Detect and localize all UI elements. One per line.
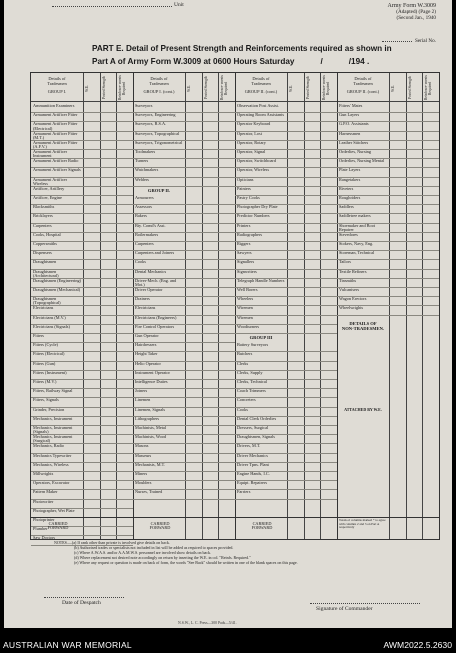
form-title-line2: Part A of Army Form W.3009 at 0600 Hours Saturday / /194 . [92, 57, 370, 66]
table-row-label: Operator, Switchboard [237, 159, 276, 164]
table-row-label: Rangetakers [339, 177, 361, 182]
table-row-label: Operator Keyboard [237, 122, 271, 127]
table-row-label: Photographer Dry Plate [237, 205, 278, 210]
table-row-label: Shoemaker and Boot Repairer [339, 223, 376, 232]
table-row-label: Helio Operator [135, 361, 161, 366]
table-row-label: Draughtsmen (Engineering) [33, 278, 82, 283]
column-header: Posted Strength [203, 76, 208, 100]
table-row-label: Draughtsmen (Architectural) [33, 269, 59, 278]
details-header: Details of Tradesmen GROUP II. (cont.) [235, 73, 287, 104]
table-row-label: Draughtsmen (Mechanical) [33, 288, 81, 292]
table-row-label: Fitters, Signals [33, 398, 59, 403]
table-row-label: Assessors [135, 205, 152, 210]
table-row-label: Armament Artificer Fitter (M.T.) [33, 131, 78, 140]
table-row-label: Storeman, Technical [339, 251, 375, 256]
table-row-label: Dental Mechanics [135, 269, 167, 274]
form-page [4, 0, 452, 628]
group-header: GROUP II. (cont.) [244, 89, 278, 94]
table-row-label: Photoprinter [33, 518, 55, 522]
table-row-label: Turners [135, 159, 149, 164]
table-row-label: Operating Room Assistants [237, 113, 285, 118]
table-row-label: Tailors [339, 260, 351, 265]
table-row-label: Painters [237, 186, 251, 191]
form-title-line1: PART E. Detail of Present Strength and Reinforcements required as shown in [92, 44, 392, 53]
table-row-label: Wheelers [237, 297, 254, 302]
table-row-label: Driver-Mech. (Eng. and Mot.) [135, 278, 177, 287]
group-header: GROUP II. (cont.) [346, 89, 380, 94]
table-row-label: Electricians [33, 306, 54, 311]
table-row-label: Machinists, Wood [135, 435, 167, 440]
table-row-label: Dressers, Surgical [237, 426, 269, 430]
group-header: GROUP I. [47, 89, 67, 94]
group-title: GROUP III [249, 335, 273, 340]
table-row-label: Carpenters [33, 223, 52, 228]
table-row-label: Textile Refiners [339, 269, 367, 274]
table-row-label: Cooks [135, 260, 146, 265]
table-row-label: Cooks [237, 407, 248, 412]
column-header: Reinforce- ments Required [322, 75, 331, 101]
table-row-label: Nurses, Trained [135, 490, 163, 495]
table-row-label: Signallers [237, 260, 255, 265]
table-row-label: Masons [135, 444, 149, 449]
table-row-label: Signwriters [237, 269, 257, 274]
attached-label: ATTACHED BY W.E. [344, 406, 382, 412]
table-row-label: Electricians (Engineers) [135, 315, 177, 320]
table-row-label: Radiographers [237, 232, 263, 237]
table-row-label: Operators, Excavator [33, 481, 70, 486]
table-row-label: Armament Artificer Wireless [33, 177, 68, 186]
table-row-label: Saddletree makers [339, 214, 371, 219]
table-row-label: Welders [135, 177, 149, 182]
table-row-label: Bty. Comd's Asst. [135, 223, 166, 228]
table-row-label: Driver Tpns. Plant [237, 462, 269, 467]
column-header: Reinforce- ments Required [220, 75, 229, 101]
table-row-label: Equipt. Repairers [237, 481, 268, 486]
table-row-label: Dental Clerk Orderlies [237, 416, 277, 421]
table-row-label: Surveyors [135, 104, 153, 108]
table-row-label: Woodturners [237, 324, 260, 329]
table-row-label: Plate Layers [339, 168, 361, 173]
table-row-label: Artificer, Engine [33, 196, 62, 200]
table-row-label: Driver Operator [135, 288, 163, 292]
table-row-label: Driver Mechanics [237, 453, 268, 458]
table-row-label: Fire Control Operators [135, 324, 175, 329]
table-row-label: Engine Hands, I.C. [237, 472, 270, 476]
table-row-label: Vulcanisers [339, 288, 360, 292]
table-row-label: Fitters (Cycle) [33, 343, 58, 348]
carried-rule [31, 517, 439, 518]
row-rule [133, 186, 235, 187]
unit-line [52, 6, 172, 7]
table-row-label: Armament Artificer Fitter (Electrical) [33, 122, 78, 131]
table-row-label: Draughtsmen (Topographical) [33, 297, 61, 306]
carried-forward-label: CARRIED FORWARD [149, 522, 171, 531]
table-row-label: Wiremen [237, 315, 253, 320]
table-row-label: Dispensers [33, 251, 52, 256]
row-rule [337, 315, 439, 316]
table-row-label: Wagon Erectors [339, 297, 367, 302]
table-row-label: Gun Operator [135, 334, 159, 338]
note-line: (b) Authorised trades or specialists not included in list will be added as required to spaces provided. [74, 545, 234, 550]
table-row-label: Fitters [33, 334, 44, 338]
table-row-label: Observation Post Assist. [237, 104, 279, 108]
table-row-label: Mechanics, Radio [33, 444, 65, 449]
table-row-label: Artificer, Artillery [33, 186, 65, 191]
table-row-label: Orderlies, Nursing [339, 150, 371, 154]
table-row-label: Lithographers [135, 416, 160, 421]
table-row-label: Leather Stitchers [339, 140, 369, 145]
note-line: (d) Where replacement not desired note accordingly on return by inserting the W.E. in col. "Reinfs. Required." [74, 555, 251, 560]
table-row-label: Operator, Rotary [237, 140, 266, 145]
table-row-label: G.P.O. Assistants [339, 122, 369, 127]
table-row-label: Masseurs [135, 453, 152, 458]
row-rule [235, 499, 337, 500]
table-row-label: Ammunition Examiners [33, 104, 75, 108]
table-row-label: Fitters' Mates [339, 104, 363, 108]
table-row-label: Clerks [237, 361, 249, 366]
table-row-label: Stokers, Navy, Eng. [339, 242, 374, 246]
form-identifier [387, 3, 436, 21]
table-row-label: Watchmakers [135, 168, 159, 173]
note-line: NOTES.—(a) If rank other than private is involved give details on back. [54, 540, 170, 545]
table-row-label: Grinder, Precision [33, 407, 65, 412]
table-row-label: Armament Artificer Radio [33, 159, 79, 164]
table-row-label: Mechanists, M.T. [135, 462, 165, 467]
table-row-label: Fitters (M.V.) [33, 380, 57, 384]
table-row-label: Predictor Numbers [237, 214, 270, 219]
table-row-label: Draughtsmen, Signals [237, 435, 275, 440]
table-row-label: Electricians (Signals) [33, 324, 70, 329]
table-row-label: Instrument Operator [135, 370, 170, 375]
column-header: Posted Strength [305, 76, 310, 100]
table-row-label: Operator, Signal [237, 150, 266, 154]
group-title: DETAILS OF NON-TRADESMEN. [341, 320, 385, 331]
table-row-label: Opticians [237, 177, 254, 182]
table-row-label: Telegraph Handle Numbers [237, 278, 285, 283]
table-row-label: Harnessmen [339, 131, 361, 136]
table-row-label: Operator, Lost [237, 131, 262, 136]
table-row-label: Surveyors, Topographical [135, 131, 180, 136]
table-row-label: Printers [237, 223, 251, 228]
table-row-label: Stevedores [339, 232, 358, 237]
column-header: Posted Strength [407, 76, 412, 100]
table-row-label: Clerks, Supply [237, 370, 263, 375]
table-row-label: Linemen, Signals [135, 407, 166, 412]
table-row-label: Butchers [237, 352, 253, 357]
table-row-label: Mechanics Typewriter [33, 453, 72, 458]
column-header: W.E. [187, 84, 191, 92]
table-row-label: Surveyors, Engineering [135, 113, 176, 118]
table-row-label: Miners [135, 472, 148, 476]
note-line: (c) Where A.W.A.S. and/or A.A.M.W.S. personnel are involved show details on back. [74, 550, 212, 555]
table-row-label: Mechanics, Instrument (Signals) [33, 426, 73, 435]
table-row-label: Plumber [33, 527, 48, 532]
carried-forward-label: CARRIED FORWARD [47, 522, 69, 531]
table-row-label: Blacksmiths [33, 205, 55, 210]
table-row-label: Operator, Wireless [237, 168, 270, 173]
printer-imprint: N.S.W., L. C. Press—300 Pads—5/41. [178, 621, 237, 625]
table-row-label: Saw Doctors [33, 536, 56, 541]
totals-note: Totals of columns marked * to agree with columns 2 and 3 on Part A respectively [339, 519, 386, 529]
column-header: W.E. [85, 84, 89, 92]
table-row-label: Linemen [135, 398, 151, 403]
table-row-label: Concreters [237, 398, 256, 403]
table-row-label: Armament Artificer Instrument [33, 150, 68, 159]
table-row-label: Surveyors, R.S.A. [135, 122, 167, 127]
table-row-label: Fitters (Electrical) [33, 352, 65, 357]
table-row-label: Well Borers [237, 288, 258, 292]
table-row-label: Photowriter [33, 499, 54, 504]
table-row-label: Mechanics, Wireless [33, 462, 69, 467]
table-row-label: Machinists, Metal [135, 426, 167, 430]
table-row-label: Surveyors, Trigonometrical [135, 140, 183, 145]
table-row-label: Saddlers [339, 205, 354, 210]
column-header: Posted Strength [101, 76, 106, 100]
table-row-label: Riveters [339, 186, 354, 191]
form-number: Army Form W.3009 [387, 3, 436, 9]
table-row-label: Tinsmiths [339, 278, 357, 283]
form-edition: (Second Jan., 1940 [396, 15, 436, 21]
table-row-label: Riggers [237, 242, 251, 246]
table-row-label: Cooks, Hospital [33, 232, 61, 237]
table-row-label: Armament Artificer Signals [33, 168, 81, 173]
table-row-label: Wiremen [237, 306, 253, 311]
table-row-label: Draughtsmen [33, 260, 57, 265]
table-row-label: Orderlies, Nursing Mental [339, 159, 385, 164]
table-row-label: Gun Layers [339, 113, 360, 118]
carried-forward-label: CARRIED FORWARD [251, 522, 273, 531]
column-header: W.E. [289, 84, 293, 92]
table-row-label: Hairdressers [135, 343, 157, 348]
column-header: W.E. [391, 84, 395, 92]
table-row-label: Sawyers [237, 251, 252, 256]
archive-credit: AUSTRALIAN WAR MEMORIAL [3, 640, 132, 650]
table-row-label: Fitters (Gun) [33, 361, 56, 366]
table-row-label: Moulders [135, 481, 152, 486]
group-title: GROUP II. [147, 187, 171, 193]
table-row-label: Fitters, Railway Signal [33, 389, 73, 394]
table-row-label: Mechanics, Instrument [33, 416, 73, 421]
table-row-label: Millwrights [33, 472, 54, 476]
signature-label: Signature of Commander [316, 606, 373, 612]
table-row-label: Mechanics, Instrument (Surgical) [33, 435, 73, 444]
note-line: (e) Where any request or question is made on back of form, the words "See Back" should be written in one of the blank spaces on this page. [74, 560, 298, 565]
table-row-label: Battery Surveyors [237, 343, 269, 348]
row-rule [235, 333, 337, 334]
table-row-label: Pattern Maker [33, 490, 58, 495]
table-row-label: Intelligence Duties [135, 380, 168, 384]
table-row-label: Roughriders [339, 196, 361, 200]
serial-number: Serial No. [382, 38, 436, 44]
column-header: Reinforce- ments Required [118, 75, 127, 101]
strength-table [30, 72, 440, 540]
table-row-label: Coach Trimmers [237, 389, 266, 394]
table-row-label: Electricians (M.V.) [33, 315, 66, 320]
row-rule [133, 499, 235, 500]
table-row-label: Electricians [135, 306, 156, 311]
table-row-label: Carpenters [135, 242, 154, 246]
table-row-label: Clerks, Technical [237, 380, 267, 384]
unit-label: Unit [174, 2, 184, 8]
table-row-label: Joiners [135, 389, 148, 394]
details-header: Details of Tradesmen GROUP I. (cont.) [133, 73, 185, 104]
table-row-label: Wheelwrights [339, 306, 364, 311]
table-row-label: Drivers, M.T. [237, 444, 261, 449]
table-row-label: Carpenters and Joiners [135, 251, 175, 256]
table-row-label: Farriers [237, 490, 251, 495]
details-header: Details of Tradesmen GROUP I. [31, 73, 83, 104]
table-row-label: Fitters (Instrument) [33, 370, 67, 375]
date-of-despatch-label: Date of Despatch [62, 600, 101, 606]
details-header: Details of Tradesmen GROUP II. (cont.) [337, 73, 389, 104]
group-header: GROUP I. (cont.) [143, 89, 175, 94]
table-row-label: Photographer, Wet Plate [33, 508, 75, 513]
table-row-label: Coppersmiths [33, 242, 57, 246]
table-row-label: Toolmakers [135, 150, 156, 154]
notes [54, 540, 434, 565]
table-row-label: Armament Artificer Fitter [33, 113, 78, 118]
table-row-label: Boilermakers [135, 232, 159, 237]
table-row-label: Armament Artificer Fitter (A.F.V.) [33, 140, 78, 149]
archive-reference: AWM2022.5.2630 [383, 640, 452, 650]
table-row-label: Armourers [135, 196, 154, 200]
table-row-label: Drainers [135, 297, 150, 302]
column-header: Reinforce- ments Required [424, 75, 433, 101]
table-row-label: Height Taker [135, 352, 158, 357]
table-row-label: Pastry Cooks [237, 196, 260, 200]
form-adapted: (Adapted) (Page 2) [396, 9, 436, 15]
table-row-label: Bricklayers [33, 214, 53, 219]
table-row-label: Bakers [135, 214, 147, 219]
